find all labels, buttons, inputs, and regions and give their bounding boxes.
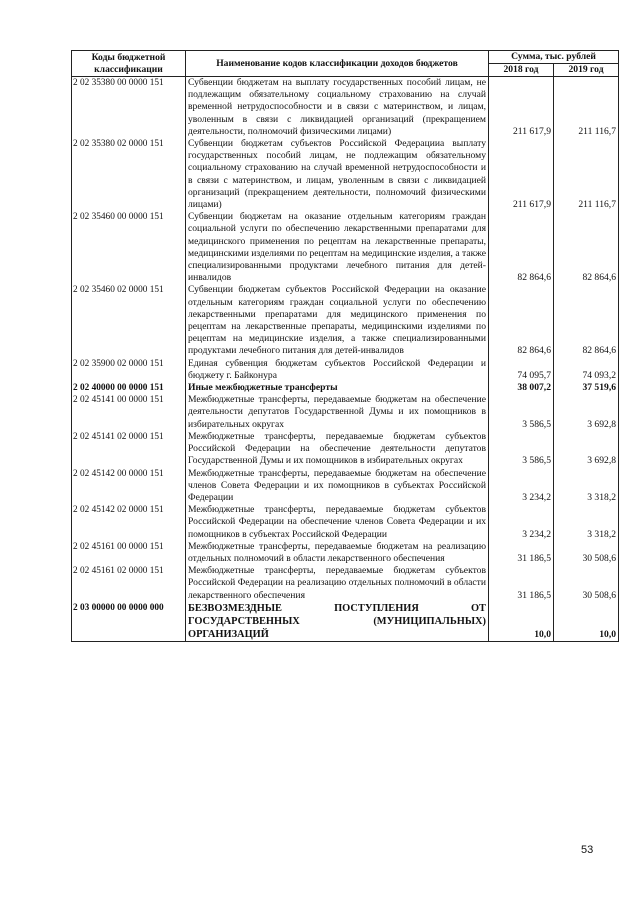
row-value-2018: 3 234,2	[489, 504, 554, 541]
table-row	[72, 77, 619, 139]
table-row	[72, 138, 619, 211]
header-name: Наименование кодов классификации доходов бюджетов	[186, 51, 489, 77]
table-body	[72, 77, 619, 642]
row-value-2018: 74 095,7	[489, 358, 554, 382]
row-name: Межбюджетные трансферты, передаваемые бюджетам на реализацию отдельных полномочий в области лекарственного обеспечения	[186, 541, 489, 565]
row-value-2019: 30 508,6	[554, 541, 619, 565]
row-name: Межбюджетные трансферты, передаваемые бюджетам субъектов Российской Федерации на реализацию отдельных полномочий в области лекарственного обеспечения	[186, 565, 489, 602]
table-row	[72, 468, 619, 505]
row-name: Межбюджетные трансферты, передаваемые бюджетам на обеспечение членов Совета Федерации и их помощников в субъектах Российской Федерации	[186, 468, 489, 505]
row-value-2018: 31 186,5	[489, 565, 554, 602]
table-row	[72, 284, 619, 357]
row-value-2019: 3 318,2	[554, 468, 619, 505]
row-code: 2 02 35460 00 0000 151	[72, 211, 186, 284]
table-header	[72, 51, 619, 77]
table-row	[72, 211, 619, 284]
header-year-2018: 2018 год	[489, 64, 554, 77]
row-value-2019: 10,0	[554, 602, 619, 642]
row-code: 2 02 35380 00 0000 151	[72, 77, 186, 139]
row-value-2019: 82 864,6	[554, 284, 619, 357]
row-value-2018: 3 586,5	[489, 431, 554, 468]
table-row	[72, 394, 619, 431]
row-value-2018: 10,0	[489, 602, 554, 642]
row-code: 2 03 00000 00 0000 000	[72, 602, 186, 642]
header-year-2019: 2019 год	[554, 64, 619, 77]
table-row	[72, 358, 619, 382]
page-number: 53	[581, 844, 594, 856]
row-name: Межбюджетные трансферты, передаваемые бюджетам субъектов Российской Федерации на обеспечение членов Совета Федерации и их помощников в субъектах Российской Федерации	[186, 504, 489, 541]
row-code: 2 02 40000 00 0000 151	[72, 382, 186, 394]
row-value-2019: 74 093,2	[554, 358, 619, 382]
row-code: 2 02 45142 02 0000 151	[72, 504, 186, 541]
row-value-2019: 3 692,8	[554, 394, 619, 431]
row-name: Субвенции бюджетам на оказание отдельным категориям граждан социальной услуги по обеспечению лекарственными препаратами для медицинского применения по рецептам на лекарственные препараты, медицинскими изделиями по рецептам на медицинские изделия, а также специализированными продуктами лечебного питания для детей-инвалидов	[186, 211, 489, 284]
row-value-2019: 211 116,7	[554, 77, 619, 139]
row-value-2018: 82 864,6	[489, 284, 554, 357]
row-value-2018: 211 617,9	[489, 138, 554, 211]
table-row	[72, 565, 619, 602]
row-value-2018: 82 864,6	[489, 211, 554, 284]
row-name: БЕЗВОЗМЕЗДНЫЕ ПОСТУПЛЕНИЯ ОТ ГОСУДАРСТВЕННЫХ (МУНИЦИПАЛЬНЫХ) ОРГАНИЗАЦИЙ	[186, 602, 489, 642]
row-name: Единая субвенция бюджетам субъектов Российской Федерации и бюджету г. Байконура	[186, 358, 489, 382]
row-name: Субвенции бюджетам на выплату государственных пособий лицам, не подлежащим обязательному социальному страхованию на случай временной нетрудоспособности и в связи с материнством, и лицам, уволенным в связи с ликвидацией организаций (прекращением деятельности, полномочий физическими лицами)	[186, 77, 489, 139]
row-value-2018: 211 617,9	[489, 77, 554, 139]
row-value-2019: 37 519,6	[554, 382, 619, 394]
table-row	[72, 541, 619, 565]
row-name: Субвенции бюджетам субъектов Российской Федерацииа выплату государственных пособий лицам, не подлежащим обязательному социальному страхованию на случай временной нетрудоспособности и в связи с материнством, и лицам, уволенным в связи с ликвидацией организаций (прекращением деятельности, полномочий физическими лицами)	[186, 138, 489, 211]
row-code: 2 02 35380 02 0000 151	[72, 138, 186, 211]
table-row	[72, 602, 619, 642]
table-row	[72, 431, 619, 468]
row-value-2018: 31 186,5	[489, 541, 554, 565]
table-row	[72, 382, 619, 394]
row-code: 2 02 35460 02 0000 151	[72, 284, 186, 357]
row-value-2019: 82 864,6	[554, 211, 619, 284]
row-code: 2 02 45161 02 0000 151	[72, 565, 186, 602]
row-value-2019: 3 692,8	[554, 431, 619, 468]
table-row	[72, 504, 619, 541]
row-value-2019: 30 508,6	[554, 565, 619, 602]
row-value-2018: 3 586,5	[489, 394, 554, 431]
row-value-2018: 3 234,2	[489, 468, 554, 505]
row-code: 2 02 45141 02 0000 151	[72, 431, 186, 468]
row-value-2019: 3 318,2	[554, 504, 619, 541]
row-code: 2 02 45161 00 0000 151	[72, 541, 186, 565]
row-name: Межбюджетные трансферты, передаваемые бюджетам субъектов Российской Федерации на обеспечение деятельности депутатов Государственной Думы и их помощников в избирательных округах	[186, 431, 489, 468]
row-code: 2 02 35900 02 0000 151	[72, 358, 186, 382]
row-name: Иные межбюджетные трансферты	[186, 382, 489, 394]
header-sum: Сумма, тыс. рублей	[489, 51, 619, 64]
row-code: 2 02 45141 00 0000 151	[72, 394, 186, 431]
row-name: Субвенции бюджетам субъектов Российской Федерации на оказание отдельным категориям граждан социальной услуги по обеспечению лекарственными препаратами для медицинского применения по рецептам на лекарственные препараты, медицинскими изделиями по рецептам на медицинские изделия, а также специализированными продуктами лечебного питания для детей-инвалидов	[186, 284, 489, 357]
row-code: 2 02 45142 00 0000 151	[72, 468, 186, 505]
row-value-2018: 38 007,2	[489, 382, 554, 394]
row-value-2019: 211 116,7	[554, 138, 619, 211]
budget-revenue-table	[71, 50, 619, 642]
header-codes: Коды бюджетной классификации	[72, 51, 186, 77]
row-name: Межбюджетные трансферты, передаваемые бюджетам на обеспечение деятельности депутатов Государственной Думы и их помощников в избирательных округах	[186, 394, 489, 431]
